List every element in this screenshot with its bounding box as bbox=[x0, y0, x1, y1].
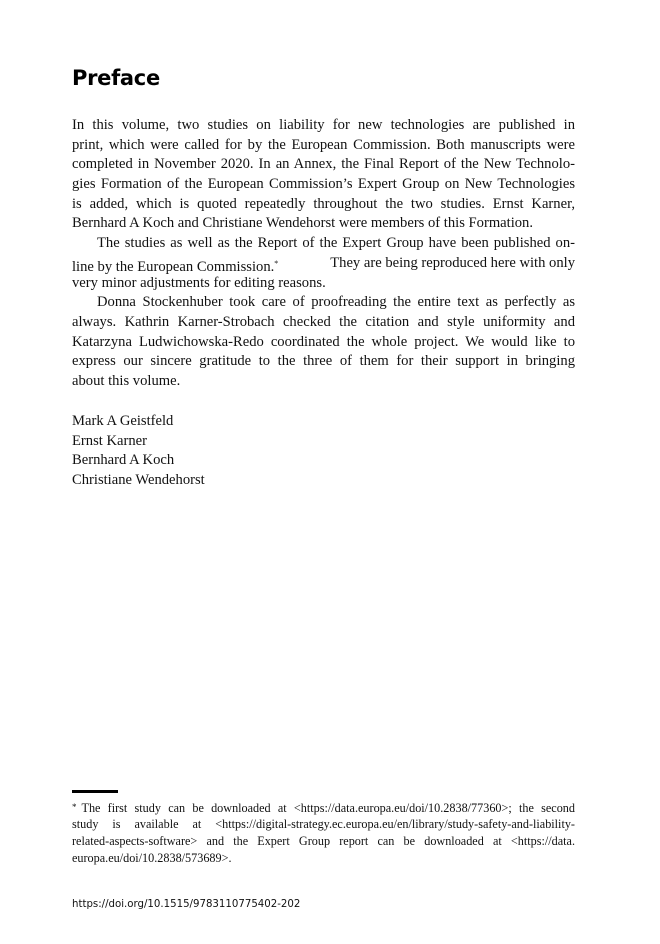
text-line: very minor adjustments for editing reasons. bbox=[72, 274, 326, 291]
footnote-line[interactable]: related-aspects-software> and the Expert Group report can be downloaded at <https://data. bbox=[72, 834, 575, 848]
text-line: In this volume, two studies on liability for new technologies are published in bbox=[72, 117, 575, 133]
footnote-mark: * bbox=[72, 802, 77, 812]
text-line: print, which were called for by the European Commission. Both manuscripts were bbox=[72, 136, 575, 153]
paragraph bbox=[72, 293, 575, 391]
footnote-line bbox=[72, 799, 575, 816]
text-fragment-start: line by the European Commission. bbox=[72, 258, 275, 275]
paragraph bbox=[72, 116, 575, 234]
signature-name: Bernhard A Koch bbox=[72, 452, 175, 469]
text-line: Donna Stockenhuber took care of proofreading the entire text as perfectly as bbox=[97, 294, 575, 311]
text-line: The studies as well as the Report of the Expert Group have been published on- bbox=[97, 235, 575, 252]
text-line: is added, which is quoted repeatedly throughout the two studies. Ernst Karner, bbox=[72, 195, 575, 212]
text-line bbox=[72, 254, 575, 274]
footnote-text[interactable]: The first study can be downloaded at <https://data.europa.eu/doi/10.2838/77360>; the second bbox=[81, 801, 575, 815]
text-fragment-end: They are being reproduced here with only bbox=[330, 254, 575, 271]
text-line: gies Formation of the European Commission’s Expert Group on New Technologies bbox=[72, 176, 575, 193]
footnote-line[interactable]: europa.eu/doi/10.2838/573689>. bbox=[72, 851, 232, 865]
signature-name: Ernst Karner bbox=[72, 432, 147, 449]
text-line: always. Kathrin Karner-Strobach checked the citation and style uniformity and bbox=[72, 313, 575, 330]
signature-block bbox=[72, 412, 205, 491]
paragraph bbox=[72, 234, 575, 293]
text-line: completed in November 2020. In an Annex, the Final Report of the New Technolo- bbox=[72, 156, 575, 173]
text-fragment bbox=[72, 254, 278, 274]
footnote bbox=[72, 799, 575, 867]
preface-body bbox=[72, 116, 575, 392]
doi-link[interactable]: https://doi.org/10.1515/9783110775402-202 bbox=[72, 899, 301, 910]
signature-name: Christiane Wendehorst bbox=[72, 472, 205, 489]
footnote-reference[interactable]: * bbox=[274, 258, 279, 268]
page-title: Preface bbox=[72, 66, 160, 90]
text-line: about this volume. bbox=[72, 372, 181, 389]
signature-name: Mark A Geistfeld bbox=[72, 413, 174, 429]
footnote-divider bbox=[72, 790, 118, 793]
footnote-line[interactable]: study is available at <https://digital-strategy.ec.europa.eu/en/library/study-safety-and-liability- bbox=[72, 817, 575, 831]
text-line: express our sincere gratitude to the three of them for their support in bringing bbox=[72, 353, 575, 370]
text-line: Bernhard A Koch and Christiane Wendehorst were members of this Formation. bbox=[72, 215, 533, 232]
text-line: Katarzyna Ludwichowska-Redo coordinated the whole project. We would like to bbox=[72, 333, 575, 350]
